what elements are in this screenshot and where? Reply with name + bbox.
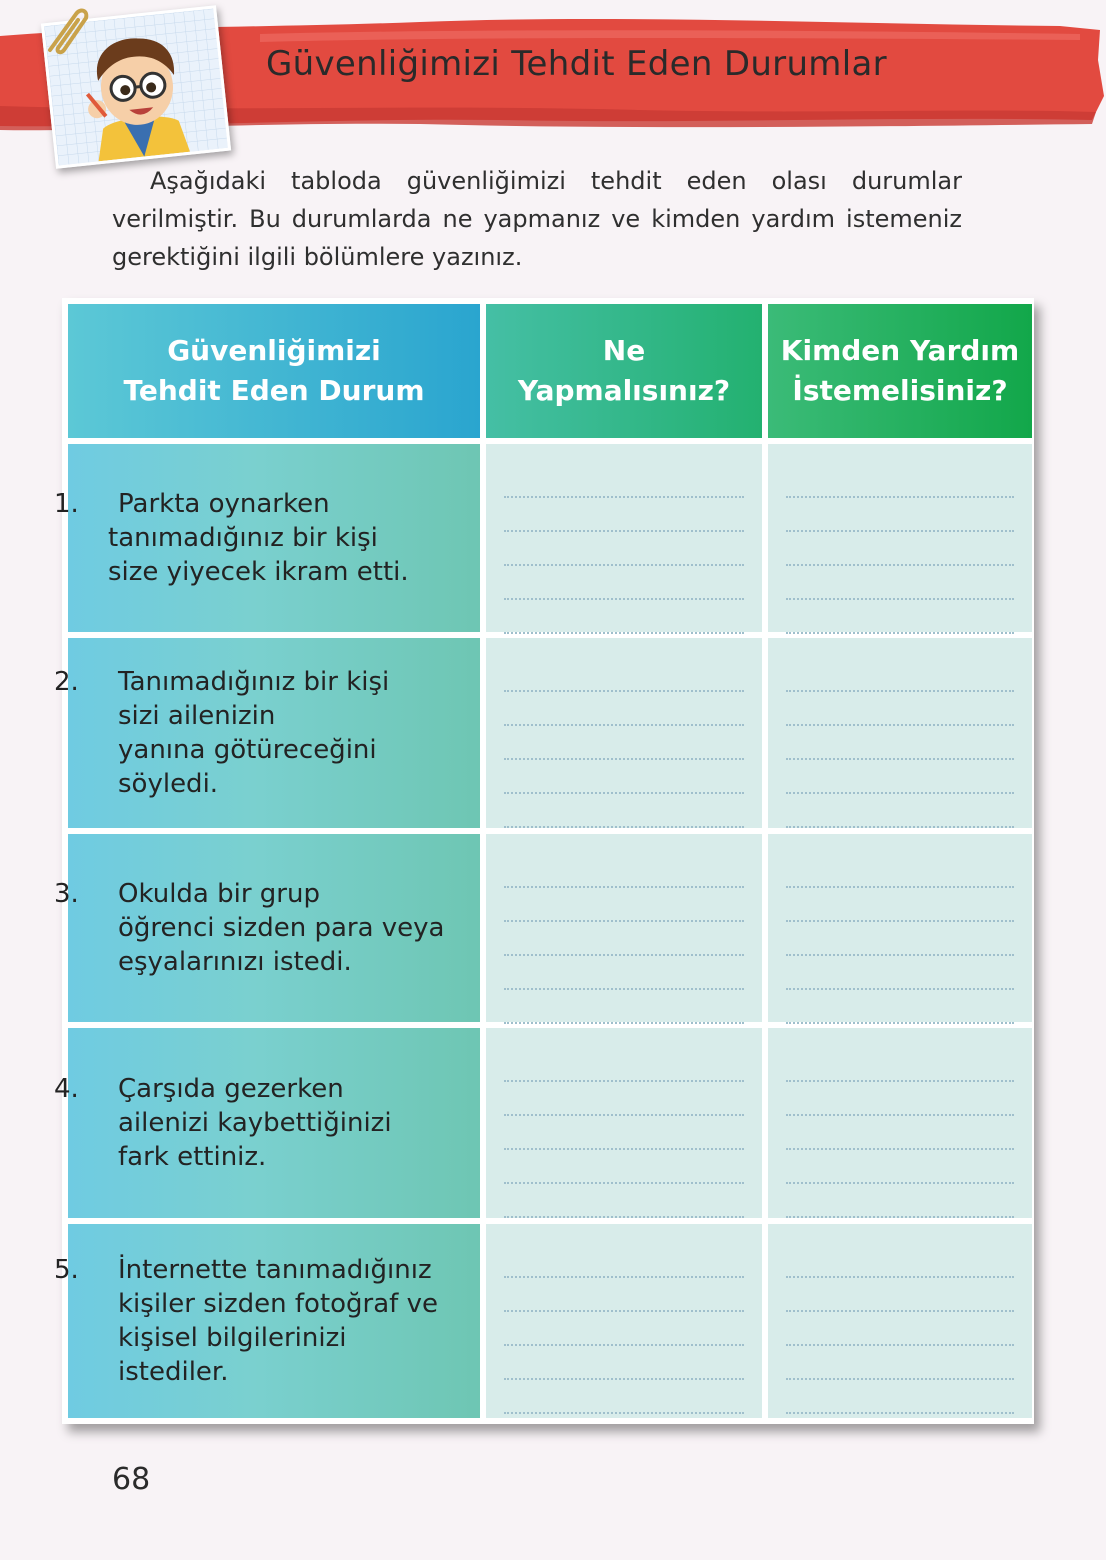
header-what-to-do <box>486 304 762 438</box>
table-row-situation <box>54 1224 480 1418</box>
row-text: Okulda bir grup <box>118 879 320 909</box>
table-row-situation <box>54 638 480 828</box>
row-number: 5. <box>54 1255 79 1285</box>
instructions-paragraph <box>112 162 962 276</box>
table-row-situation <box>54 1028 480 1218</box>
row-text: ailenizi kaybettiğinizi <box>118 1108 392 1138</box>
answer-what-to-do-1[interactable] <box>486 444 762 632</box>
page-title: Güvenliğimizi Tehdit Eden Durumlar <box>266 44 887 84</box>
row-text: eşyalarınızı istedi. <box>118 947 352 977</box>
answer-who-to-ask-2[interactable] <box>768 638 1032 828</box>
header-who-to-ask-line1: Kimden Yardım <box>780 334 1020 367</box>
table-row-situation <box>54 444 480 632</box>
header-who-to-ask <box>768 304 1032 438</box>
row-text: Çarşıda gezerken <box>118 1074 344 1104</box>
row-text: sizi ailenizin <box>118 701 276 731</box>
row-text: tanımadığınız bir kişi <box>108 523 378 553</box>
header-situation-line1: Güvenliğimizi <box>167 334 381 367</box>
safety-table <box>54 298 1034 1424</box>
answer-what-to-do-4[interactable] <box>486 1028 762 1218</box>
row-text: Tanımadığınız bir kişi <box>118 667 390 697</box>
answer-what-to-do-3[interactable] <box>486 834 762 1022</box>
table-row-situation <box>54 834 480 1022</box>
row-number: 4. <box>54 1074 79 1104</box>
row-text: size yiyecek ikram etti. <box>108 557 409 587</box>
header-who-to-ask-line2: İstemelisiniz? <box>792 374 1008 407</box>
answer-who-to-ask-1[interactable] <box>768 444 1032 632</box>
instructions-text: Aşağıdaki tabloda güvenliğimizi tehdit eden olası durumlar verilmiştir. Bu durumlarda ne yapmanız ve kimden yardım istemeniz gerektiğini ilgili bölümlere yazınız. <box>112 167 962 271</box>
row-text: İnternette tanımadığınız <box>118 1255 432 1285</box>
row-text: öğrenci sizden para veya <box>118 913 445 943</box>
header-what-to-do-line1: Ne <box>602 334 646 367</box>
answer-who-to-ask-5[interactable] <box>768 1224 1032 1418</box>
row-number: 2. <box>54 667 79 697</box>
row-text: istediler. <box>118 1357 229 1387</box>
row-text: Parkta oynarken <box>118 489 330 519</box>
paperclip-icon <box>36 4 96 64</box>
row-number: 3. <box>54 879 79 909</box>
row-text: söyledi. <box>118 769 219 799</box>
answer-what-to-do-5[interactable] <box>486 1224 762 1418</box>
row-text: yanına götüreceğini <box>118 735 377 765</box>
page-number: 68 <box>112 1462 151 1497</box>
header-situation <box>68 304 480 438</box>
answer-who-to-ask-4[interactable] <box>768 1028 1032 1218</box>
row-text: kişisel bilgilerinizi <box>118 1323 347 1353</box>
row-number: 1. <box>54 489 79 519</box>
row-text: kişiler sizden fotoğraf ve <box>118 1289 438 1319</box>
header-situation-line2: Tehdit Eden Durum <box>123 374 425 407</box>
answer-what-to-do-2[interactable] <box>486 638 762 828</box>
row-text: fark ettiniz. <box>118 1142 267 1172</box>
answer-who-to-ask-3[interactable] <box>768 834 1032 1022</box>
header-what-to-do-line2: Yapmalısınız? <box>517 374 731 407</box>
